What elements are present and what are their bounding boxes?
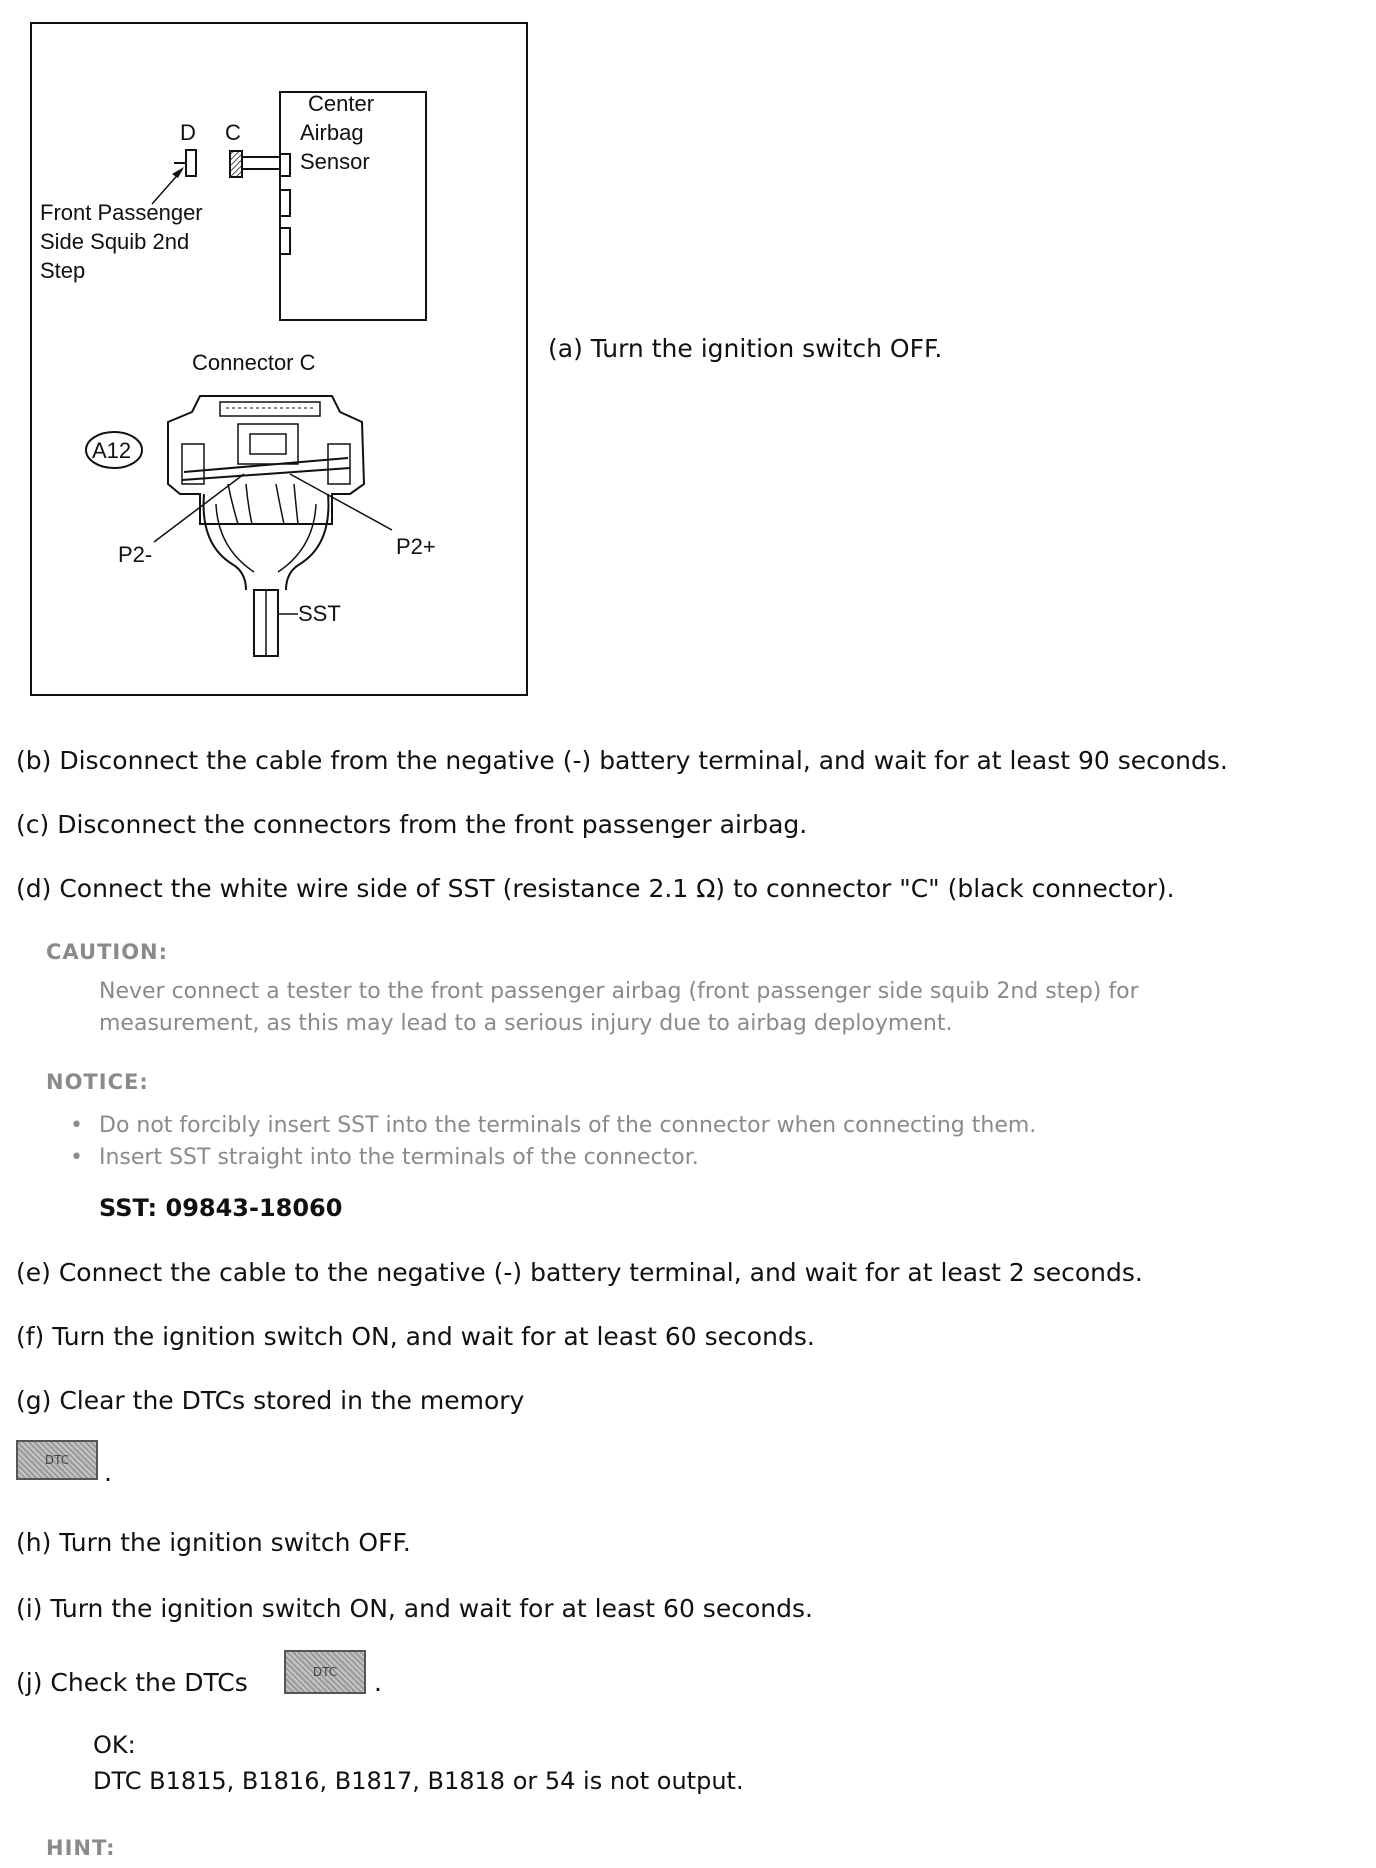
notice-item: • Insert SST straight into the terminals of the connector. (70, 1142, 1036, 1174)
ok-label: OK: (93, 1731, 136, 1759)
notice-item: • Do not forcibly insert SST into the terminals of the connector when connecting them. (70, 1110, 1036, 1142)
step-h: (h) Turn the ignition switch OFF. (16, 1528, 411, 1557)
step-e: (e) Connect the cable to the negative (-) battery terminal, and wait for at least 2 seconds. (16, 1258, 1143, 1287)
a12-label: A12 (92, 438, 132, 463)
step-j: (j) Check the DTCs (16, 1668, 248, 1697)
step-g-tail: . (104, 1458, 112, 1487)
step-a: (a) Turn the ignition switch OFF. (548, 334, 943, 363)
dtc-button-label: DTC (312, 1665, 338, 1679)
notice-list (70, 1110, 1036, 1174)
step-d: (d) Connect the white wire side of SST (resistance 2.1 Ω) to connector "C" (black connector). (16, 874, 1175, 903)
hint-label: HINT: (46, 1836, 116, 1860)
center-sensor-line1: Center (308, 91, 375, 116)
connector-c-title: Connector C (192, 350, 316, 375)
front-passenger-line3: Step (40, 258, 86, 283)
connector-c (230, 151, 242, 177)
center-sensor-line3: Sensor (300, 149, 370, 174)
p2-plus-label: P2+ (396, 534, 436, 559)
dtc-clear-button[interactable] (16, 1440, 98, 1480)
sst-label: SST (298, 601, 341, 626)
connector-illustration (32, 24, 530, 698)
ok-block (93, 1727, 744, 1799)
ok-text: DTC B1815, B1816, B1817, B1818 or 54 is not output. (93, 1767, 744, 1795)
caution-label: CAUTION: (46, 940, 169, 964)
step-c: (c) Disconnect the connectors from the front passenger airbag. (16, 810, 808, 839)
step-g: (g) Clear the DTCs stored in the memory (16, 1386, 525, 1415)
caution-text: Never connect a tester to the front passenger airbag (front passenger side squib 2nd step) for measurement, as this may lead to a serious injury due to airbag deployment. (99, 979, 1139, 1036)
label-c: C (225, 120, 241, 145)
p2-minus-label: P2- (118, 542, 153, 567)
front-passenger-line1: Front Passenger (40, 200, 203, 225)
notice-label: NOTICE: (46, 1070, 149, 1094)
step-f: (f) Turn the ignition switch ON, and wait for at least 60 seconds. (16, 1322, 815, 1351)
wiring-diagram (30, 22, 528, 696)
label-d: D (180, 120, 196, 145)
step-i: (i) Turn the ignition switch ON, and wait for at least 60 seconds. (16, 1594, 813, 1623)
dtc-button-label: DTC (44, 1453, 70, 1467)
dtc-check-button[interactable] (284, 1650, 366, 1694)
step-b: (b) Disconnect the cable from the negative (-) battery terminal, and wait for at least 90 seconds. (16, 746, 1228, 775)
front-passenger-line2: Side Squib 2nd (40, 229, 190, 254)
center-sensor-line2: Airbag (300, 120, 364, 145)
connector-d (186, 150, 196, 176)
sst-number: SST: 09843-18060 (99, 1194, 343, 1222)
step-j-tail: . (374, 1668, 382, 1697)
